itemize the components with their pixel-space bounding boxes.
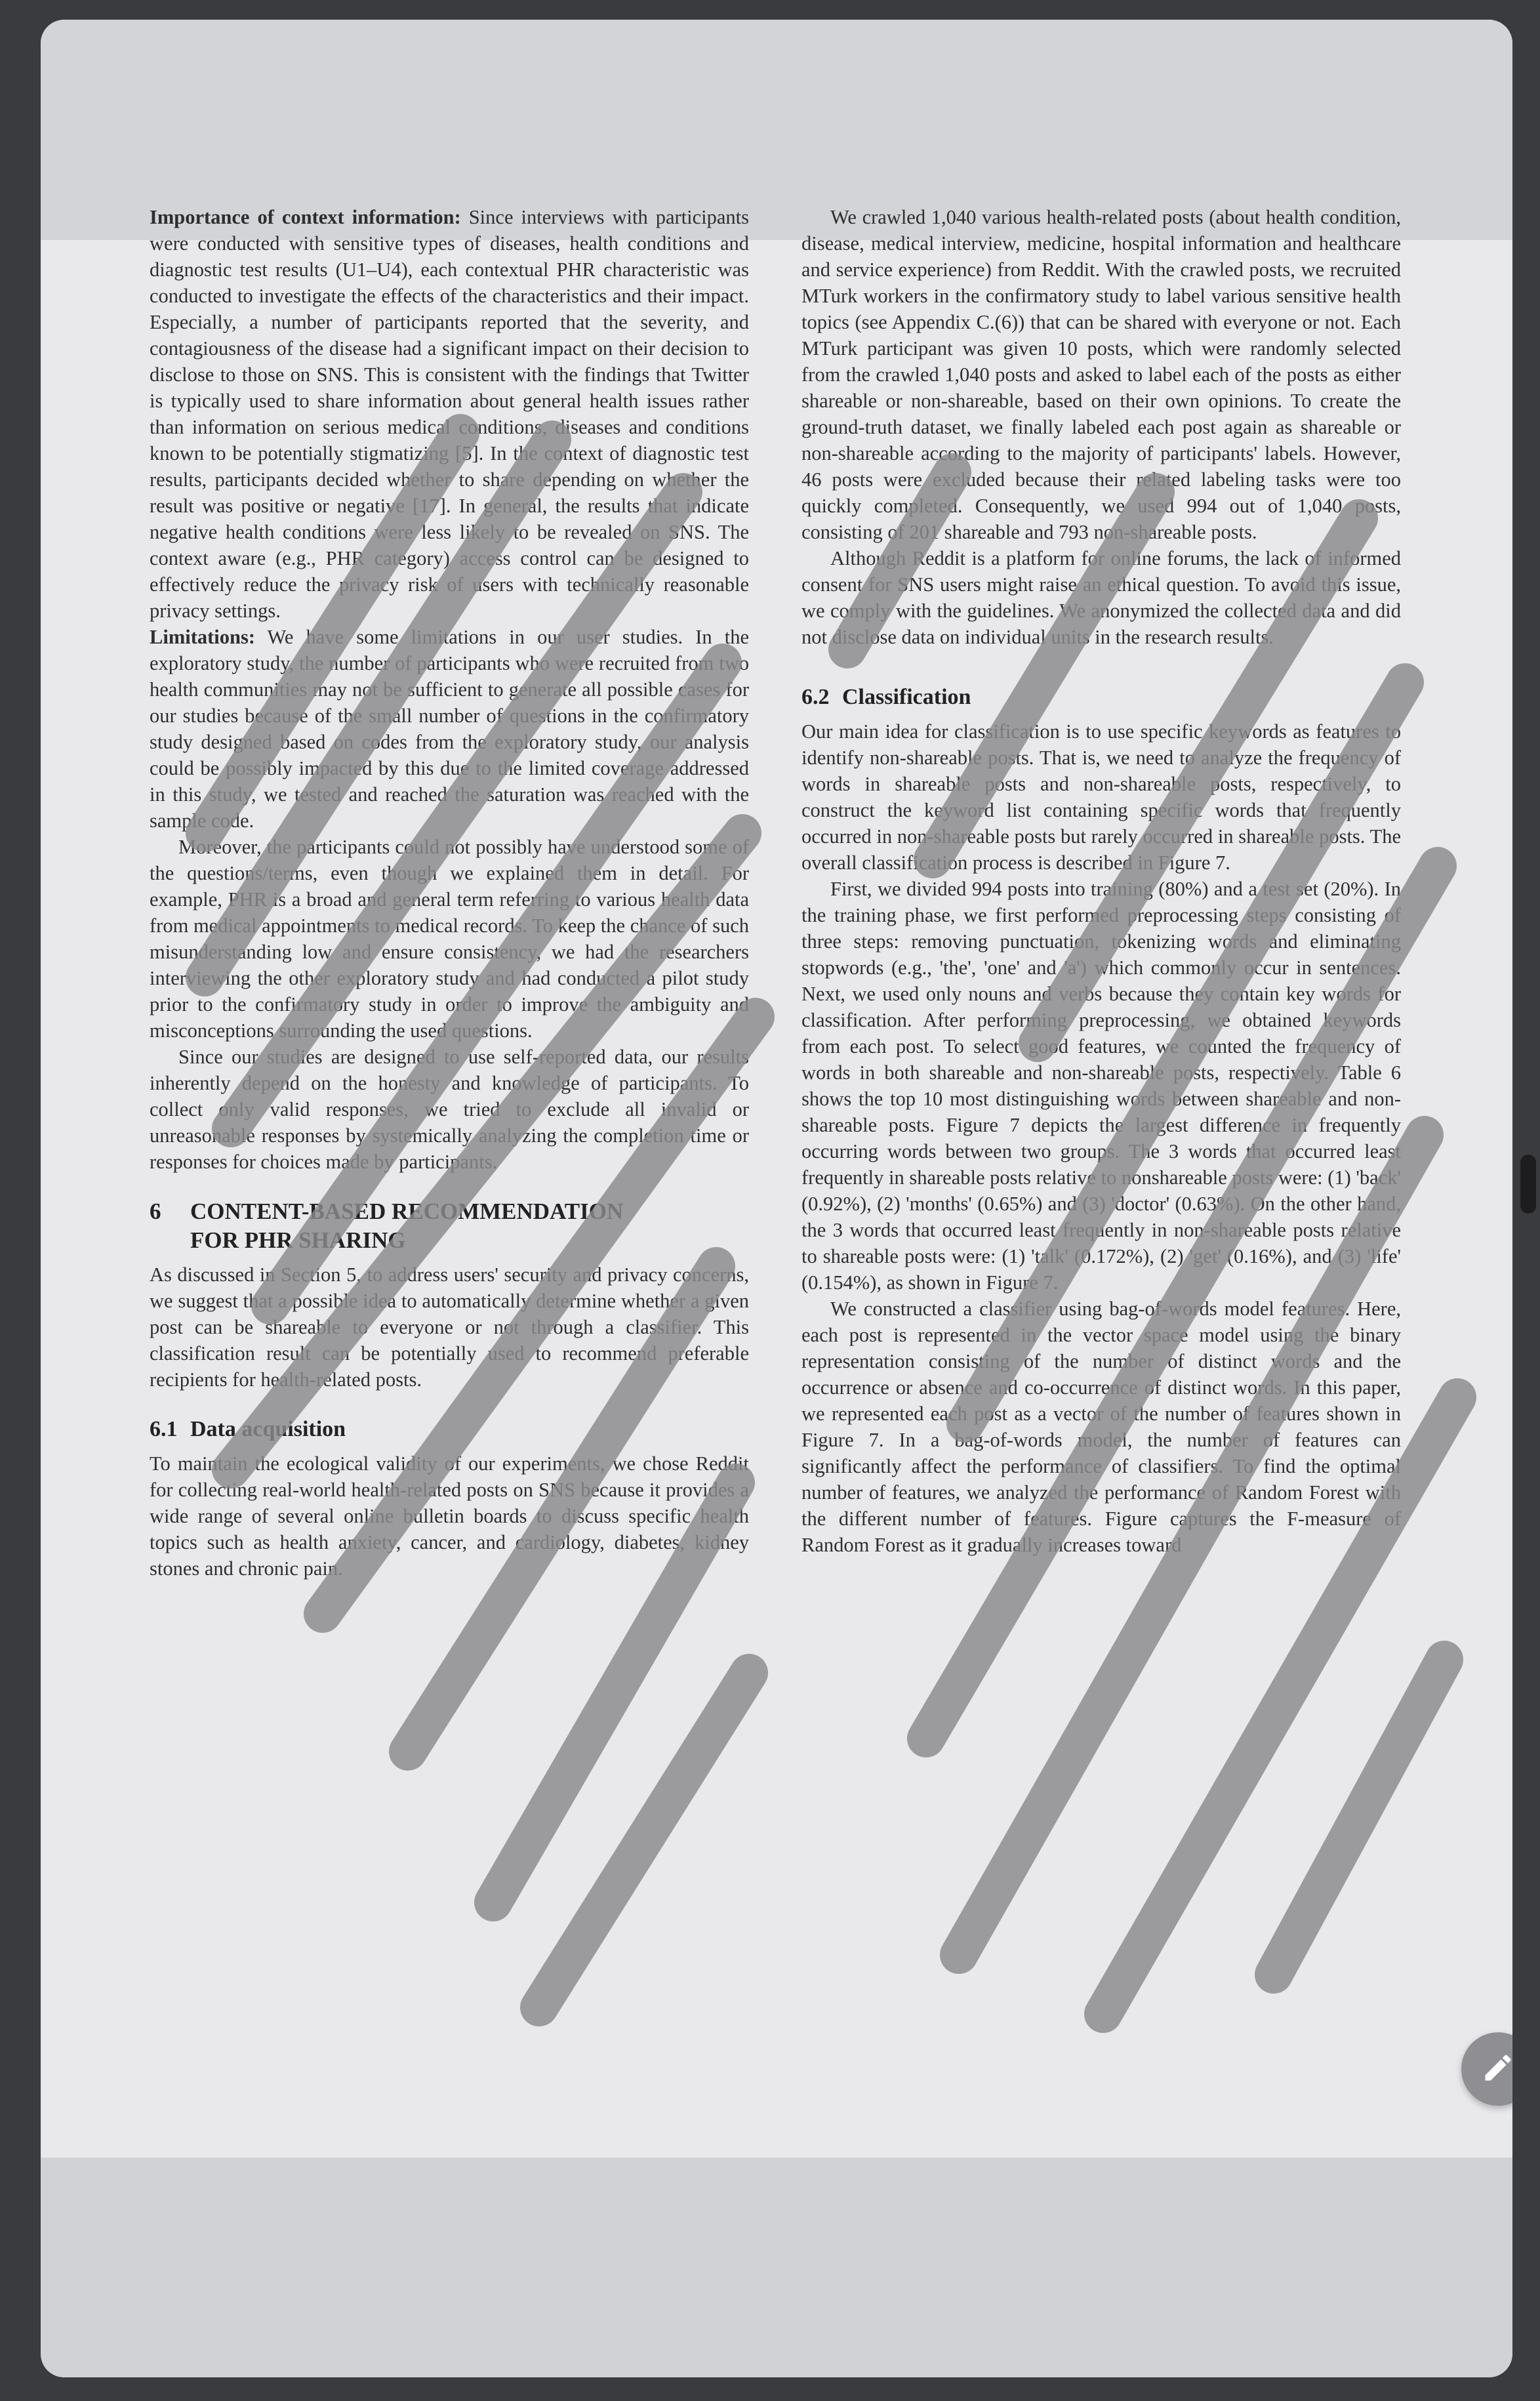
paragraph-bag-of-words: We constructed a classifier using bag-of-words model features. Here, each post is represented in the vector space model using the binary representation consisting of the number of distinct words and the occurrence or absence and co-occurrence of distinct words. In this paper, we represented each post as a vector of the number of features shown in Figure 7. In a bag-of-words model, the number of features can significantly affect the performance of classifiers. To find the optimal number of features, we analyzed the performance of Random Forest with the different number of features. Figure captures the F-measure of Random Forest as it gradually increases toward	[801, 1298, 1401, 1556]
subsection-title: Data acquisition	[190, 1417, 346, 1441]
section-title-line-2: FOR PHR SHARING	[190, 1227, 406, 1253]
paragraph-moreover: Moreover, the participants could not possibly have understood some of the questions/terms, even though we explained them in detail. For example, PHR is a broad and general term referring to various health data from medical appointments to medical records. To keep the chance of such misunderstanding low and ensure consistency, we had the researchers interviewing the other exploratory study and had conducted a pilot study prior to the confirmatory study in order to improve the ambiguity and misconceptions surrounding the used questions.	[150, 836, 749, 1042]
paragraph-ethics: Although Reddit is a platform for online forums, the lack of informed consent for SNS users might raise an ethical question. To avoid this issue, we comply with the guidelines. We anonymized the collected data and did not disclose data on individual units in the research results.	[801, 547, 1401, 648]
paragraph-self-reported: Since our studies are designed to use self-reported data, our results inherently depend on the honesty and knowledge of participants. To collect only valid responses, we tried to exclude all invalid or unreasonable responses by systemically analyzing the completion time or responses for choices made by participants.	[150, 1046, 749, 1173]
paragraph-classification-idea: Our main idea for classification is to use specific keywords as features to identify non-shareable posts. That is, we need to analyze the frequency of words in shareable posts and non-shareable posts, respectively, to construct the keyword list containing specific words that frequently occurred in non-shareable posts but rarely occurred in shareable posts. The overall classification process is described in Figure 7.	[801, 720, 1401, 874]
subsection-heading-6-1	[150, 1415, 749, 1444]
paragraph-section-6-intro: As discussed in Section 5, to address users' security and privacy concerns, we suggest that a possible idea to automatically determine whether a given post can be shareable to everyone or not through a classifier. This classification result can be potentially used to recommend preferable recipients for health-related posts.	[150, 1263, 749, 1391]
section-title-line-1: CONTENT-BASED RECOMMENDATION	[190, 1199, 624, 1224]
paragraph-crawled-posts: We crawled 1,040 various health-related posts (about health condition, disease, medical interview, medicine, hospital information and healthcare and service experience) from Reddit. With the crawled posts, we recruited MTurk workers in the confirmatory study to label various sensitive health topics (see Appendix C.(6)) that can be shared with everyone or not. Each MTurk participant was given 10 posts, which were randomly selected from the crawled 1,040 posts and asked to label each of the posts as either shareable or non-shareable, based on their own opinions. To create the ground-truth dataset, we finally labeled each post again as shareable or non-shareable according to the majority of participants' labels. However, 46 posts were excluded because their related labeling tasks were too quickly completed. Consequently, we used 994 out of 1,040 posts, consisting of 201 shareable and 793 non-shareable posts.	[801, 206, 1401, 543]
subsection-number: 6.2	[801, 685, 830, 709]
paragraph-importance	[150, 204, 749, 624]
pencil-icon	[1481, 2051, 1512, 2088]
paragraph-lead-in: Importance of context information:	[150, 206, 461, 228]
section-number: 6	[150, 1199, 161, 1224]
right-column	[801, 204, 1401, 1558]
document-page[interactable]	[41, 206, 1512, 2158]
section-heading-6-line-2	[150, 1226, 749, 1255]
paragraph-text: We have some limitations in our user studies. In the exploratory study, the number of participants who were recruited from two health communities may not be sufficient to generate all possible cases for our studies because of the small number of questions in the confirmatory study designed based on codes from the exploratory study, our analysis could be possibly impacted by this due to the limited coverage addressed in this study, we tested and reached the saturation was reached with the sample code.	[150, 626, 749, 832]
paragraph-training-procedure: First, we divided 994 posts into training (80%) and a test set (20%). In the training phase, we first performed preprocessing steps consisting of three steps: removing punctuation, tokenizing words and eliminating stopwords (e.g., 'the', 'one' and 'a') which commonly occur in sentences. Next, we used only nouns and verbs because they contain key words for classification. After performing preprocessing, we obtained keywords from each post. To select good features, we counted the frequency of words in both shareable and non-shareable posts, respectively. Table 6 shows the top 10 most distinguishing words between shareable and non-shareable posts. Figure 7 depicts the largest difference in frequently occurring words between two groups. The 3 words that occurred least frequently in shareable posts relative to nonshareable posts were: (1) 'back' (0.92%), (2) 'months' (0.65%) and (3) 'doctor' (0.63%). On the other hand, the 3 words that occurred least frequently in non-shareable posts relative to shareable posts were: (1) 'talk' (0.172%), (2) 'get' (0.16%), and (3) 'life' (0.154%), as shown in Figure 7.	[801, 878, 1401, 1294]
paragraph-data-acquisition: To maintain the ecological validity of our experiments, we chose Reddit for collecting real-world health-related posts on SNS because it provides a wide range of several online bulletin boards to discuss specific health topics such as health anxiety, cancer, and cardiology, diabetes, kidney stones and chronic pain.	[150, 1452, 749, 1580]
subsection-heading-6-2	[801, 683, 1401, 712]
paragraph-text: Since interviews with participants were conducted with sensitive types of diseases, health conditions and diagnostic test results (U1–U4), each contextual PHR characteristic was conducted to investigate the effects of the characteristics and their impact. Especially, a number of participants reported that the severity, and contagiousness of the disease had a significant impact on their decision to disclose to those on SNS. This is consistent with the findings that Twitter is typically used to share information about general health issues rather than information on serious medical conditions, diseases and conditions known to be potentially stigmatizing [5]. In the context of diagnostic test results, participants decided whether to share depending on whether the result was positive or negative [17]. In general, the results that indicate negative health conditions were less likely to be revealed on SNS. The context aware (e.g., PHR category) access control can be designed to effectively reduce the privacy risk of users with technically reasonable privacy settings.	[150, 206, 749, 622]
subsection-title: Classification	[842, 685, 971, 709]
paragraph-limitations	[150, 624, 749, 834]
left-column	[150, 204, 749, 1582]
viewer-bottom-margin	[41, 2158, 1512, 2377]
tablet-screen	[41, 20, 1512, 2377]
device-side-button	[1520, 1155, 1536, 1214]
paragraph-lead-in: Limitations:	[150, 626, 255, 648]
section-heading-6	[150, 1197, 749, 1226]
subsection-number: 6.1	[150, 1417, 178, 1441]
